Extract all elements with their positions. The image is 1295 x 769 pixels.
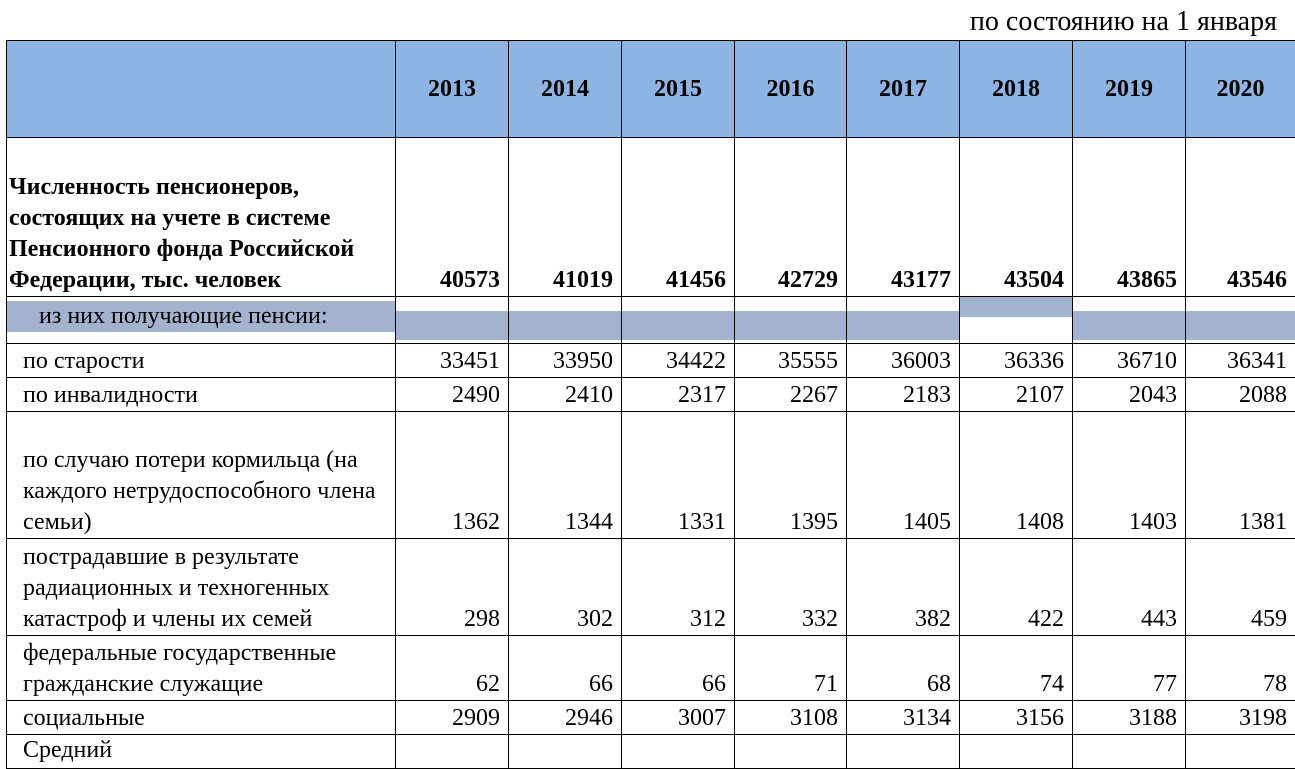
cell-value: 1344 [509,412,622,539]
cell-value: 35555 [735,344,847,378]
cell-value: 77 [1073,636,1186,701]
cell-value: 1405 [847,412,960,539]
pension-table [6,40,1295,769]
cell-value: 41019 [509,138,622,297]
cell-value: 3134 [847,701,960,735]
table-row [7,344,1295,378]
row-label: по инвалидности [7,378,396,412]
cell-value [396,735,509,769]
cell-value: 1408 [960,412,1073,539]
cell-value: 382 [847,539,960,636]
cell-value: 2946 [509,701,622,735]
cell-value: 2410 [509,378,622,412]
total-row [7,138,1295,297]
cell-value: 2183 [847,378,960,412]
cell-value: 1331 [622,412,735,539]
cell-value: 42729 [735,138,847,297]
cell-value: 3108 [735,701,847,735]
cell-value: 34422 [622,344,735,378]
cell-value: 36710 [1073,344,1186,378]
cell-value: 443 [1073,539,1186,636]
row-label: Численность пенсионеров, состоящих на учете в системе Пенсионного фонда Российской Федерации, тыс. человек [7,138,396,297]
cell-value: 43865 [1073,138,1186,297]
cell-value: 36003 [847,344,960,378]
cell-value: 312 [622,539,735,636]
row-label: по старости [7,344,396,378]
band-cell [735,297,847,344]
cell-value: 43177 [847,138,960,297]
cell-value: 33451 [396,344,509,378]
cell-value: 78 [1186,636,1295,701]
year-header: 2017 [847,41,960,138]
band-cell [509,297,622,344]
band-cell [847,297,960,344]
cell-value: 422 [960,539,1073,636]
cell-value: 3007 [622,701,735,735]
cell-value: 2317 [622,378,735,412]
band-cell [396,297,509,344]
band-cell [622,297,735,344]
cell-value: 3156 [960,701,1073,735]
cell-value: 302 [509,539,622,636]
subheader-cell [7,297,396,344]
row-label: федеральные государственные гражданские служащие [7,636,396,701]
cell-value [1186,735,1295,769]
cell-value: 62 [396,636,509,701]
cell-value: 1403 [1073,412,1186,539]
cell-value: 43504 [960,138,1073,297]
header-row [7,41,1295,138]
year-header: 2019 [1073,41,1186,138]
cell-value: 2043 [1073,378,1186,412]
cell-value: 1381 [1186,412,1295,539]
cell-value: 459 [1186,539,1295,636]
cell-value [960,735,1073,769]
row-label: социальные [7,701,396,735]
cell-value: 1395 [735,412,847,539]
cell-value [1073,735,1186,769]
row-label: Средний [7,735,396,769]
cell-value: 36341 [1186,344,1295,378]
cell-value: 2490 [396,378,509,412]
cell-value: 74 [960,636,1073,701]
cell-value [735,735,847,769]
year-header: 2016 [735,41,847,138]
cell-value: 68 [847,636,960,701]
table-row [7,378,1295,412]
cell-value: 43546 [1186,138,1295,297]
year-header: 2018 [960,41,1073,138]
table-note: по состоянию на 1 января [970,4,1277,40]
band-cell [960,297,1073,344]
cell-value [509,735,622,769]
cell-value [847,735,960,769]
year-header: 2015 [622,41,735,138]
cell-value: 36336 [960,344,1073,378]
cell-value: 3188 [1073,701,1186,735]
cell-value: 71 [735,636,847,701]
band-cell [1073,297,1186,344]
year-header: 2020 [1186,41,1295,138]
subheader-row [7,297,1295,344]
table-row [7,636,1295,701]
cell-value: 66 [622,636,735,701]
header-corner [7,41,396,138]
band-cell [1186,297,1295,344]
cell-value: 2088 [1186,378,1295,412]
cell-value: 298 [396,539,509,636]
cell-value: 2909 [396,701,509,735]
cell-value [622,735,735,769]
cell-value: 2107 [960,378,1073,412]
cell-value: 1362 [396,412,509,539]
cell-value: 33950 [509,344,622,378]
cell-value: 2267 [735,378,847,412]
row-label: по случаю потери кормильца (на каждого нетрудоспособного члена семьи) [7,412,396,539]
subheader-label: из них получающие пенсии: [7,301,395,332]
row-label: пострадавшие в результате радиационных и техногенных катастроф и члены их семей [7,539,396,636]
cell-value: 41456 [622,138,735,297]
cell-value: 40573 [396,138,509,297]
table-row [7,701,1295,735]
cell-value: 332 [735,539,847,636]
cell-value: 66 [509,636,622,701]
cell-value: 3198 [1186,701,1295,735]
table-row [7,735,1295,769]
table-row [7,539,1295,636]
year-header: 2013 [396,41,509,138]
year-header: 2014 [509,41,622,138]
table-row [7,412,1295,539]
